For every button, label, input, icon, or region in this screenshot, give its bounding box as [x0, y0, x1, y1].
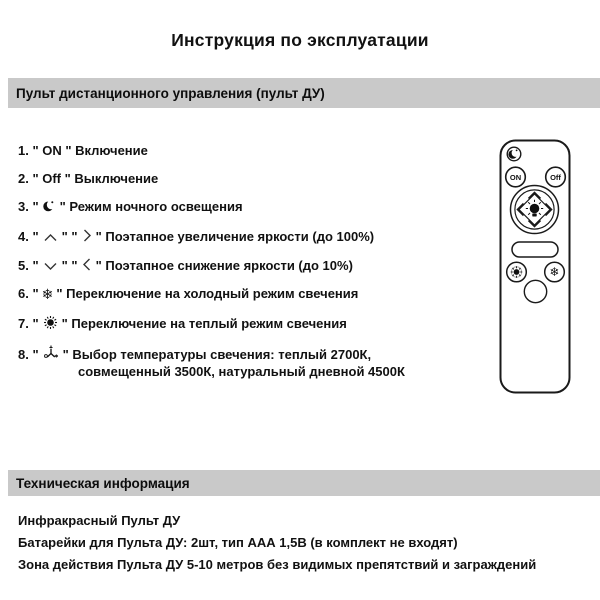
list-item-2	[18, 172, 405, 187]
item-5-text: 5. "	[18, 258, 39, 273]
item-2-text: 2. " Off " Выключение	[18, 170, 159, 186]
section-header-tech	[8, 470, 600, 496]
moon-icon	[43, 199, 56, 213]
item-8-text: 8. "	[18, 346, 39, 362]
tech-info	[18, 510, 536, 576]
section-header-remote-label: Пульт дистанционного управления (пульт ДУ)	[16, 85, 325, 101]
instruction-list	[18, 144, 405, 393]
chevron-left-icon	[82, 257, 92, 272]
snowflake-icon: ❄	[41, 286, 54, 303]
warm-dot-icon	[514, 269, 520, 275]
item-8-text-line2: совмещенный 3500К, натуральный дневной 4500К	[78, 364, 405, 379]
chevron-down-icon	[43, 261, 58, 272]
list-item-8: 8. " " Выбор температуры свечения: теплый 2700К, совмещенный 3500К, натуральный дневной 4500К	[18, 346, 405, 379]
item-6-text: 6. "	[18, 285, 39, 301]
color-temperature-icon	[43, 345, 59, 361]
remote-dpad	[511, 186, 559, 234]
page-title: Инструкция по эксплуатации	[171, 30, 429, 50]
svg-text:ON: ON	[509, 172, 522, 182]
item-1-text: 1. " ON " Включение	[18, 143, 148, 158]
list-item-1	[18, 144, 405, 159]
tech-info-line-1: Инфракрасный Пульт ДУ	[18, 513, 181, 528]
svg-text:Off: Off	[550, 172, 561, 182]
item-7-text: 7. "	[18, 316, 39, 331]
remote-control-illustration	[499, 139, 571, 395]
chevron-right-icon	[82, 228, 92, 243]
section-header-remote	[8, 78, 600, 108]
tech-info-line-3: Зона действия Пульта ДУ 5-10 метров без видимых препятствий и заграждений	[18, 557, 537, 572]
list-item-4: 4. " " " " Поэтапное увеличение яркости (до 100%)	[18, 228, 375, 244]
list-item-6: 6. " ❄ " Переключение на холодный режим свечения	[18, 285, 359, 303]
list-item-3: 3. " " Режим ночного освещения	[18, 199, 243, 214]
list-item-5: 5. " " " " Поэтапное снижение яркости (до 10%)	[18, 258, 353, 273]
section-header-tech-label: Техническая информация	[16, 475, 190, 491]
cold-snowflake-icon: ❄	[549, 265, 560, 280]
tech-info-line-2: Батарейки для Пульта ДУ: 2шт, тип ААА 1,5В (в комплект не входят)	[18, 535, 458, 550]
item-4-text: 4. "	[18, 228, 39, 244]
list-item-7: 7. " " Переключение на теплый режим свечения	[18, 316, 347, 331]
sun-icon	[43, 315, 58, 330]
chevron-up-icon	[43, 232, 58, 243]
item-3-text: 3. "	[18, 199, 39, 214]
